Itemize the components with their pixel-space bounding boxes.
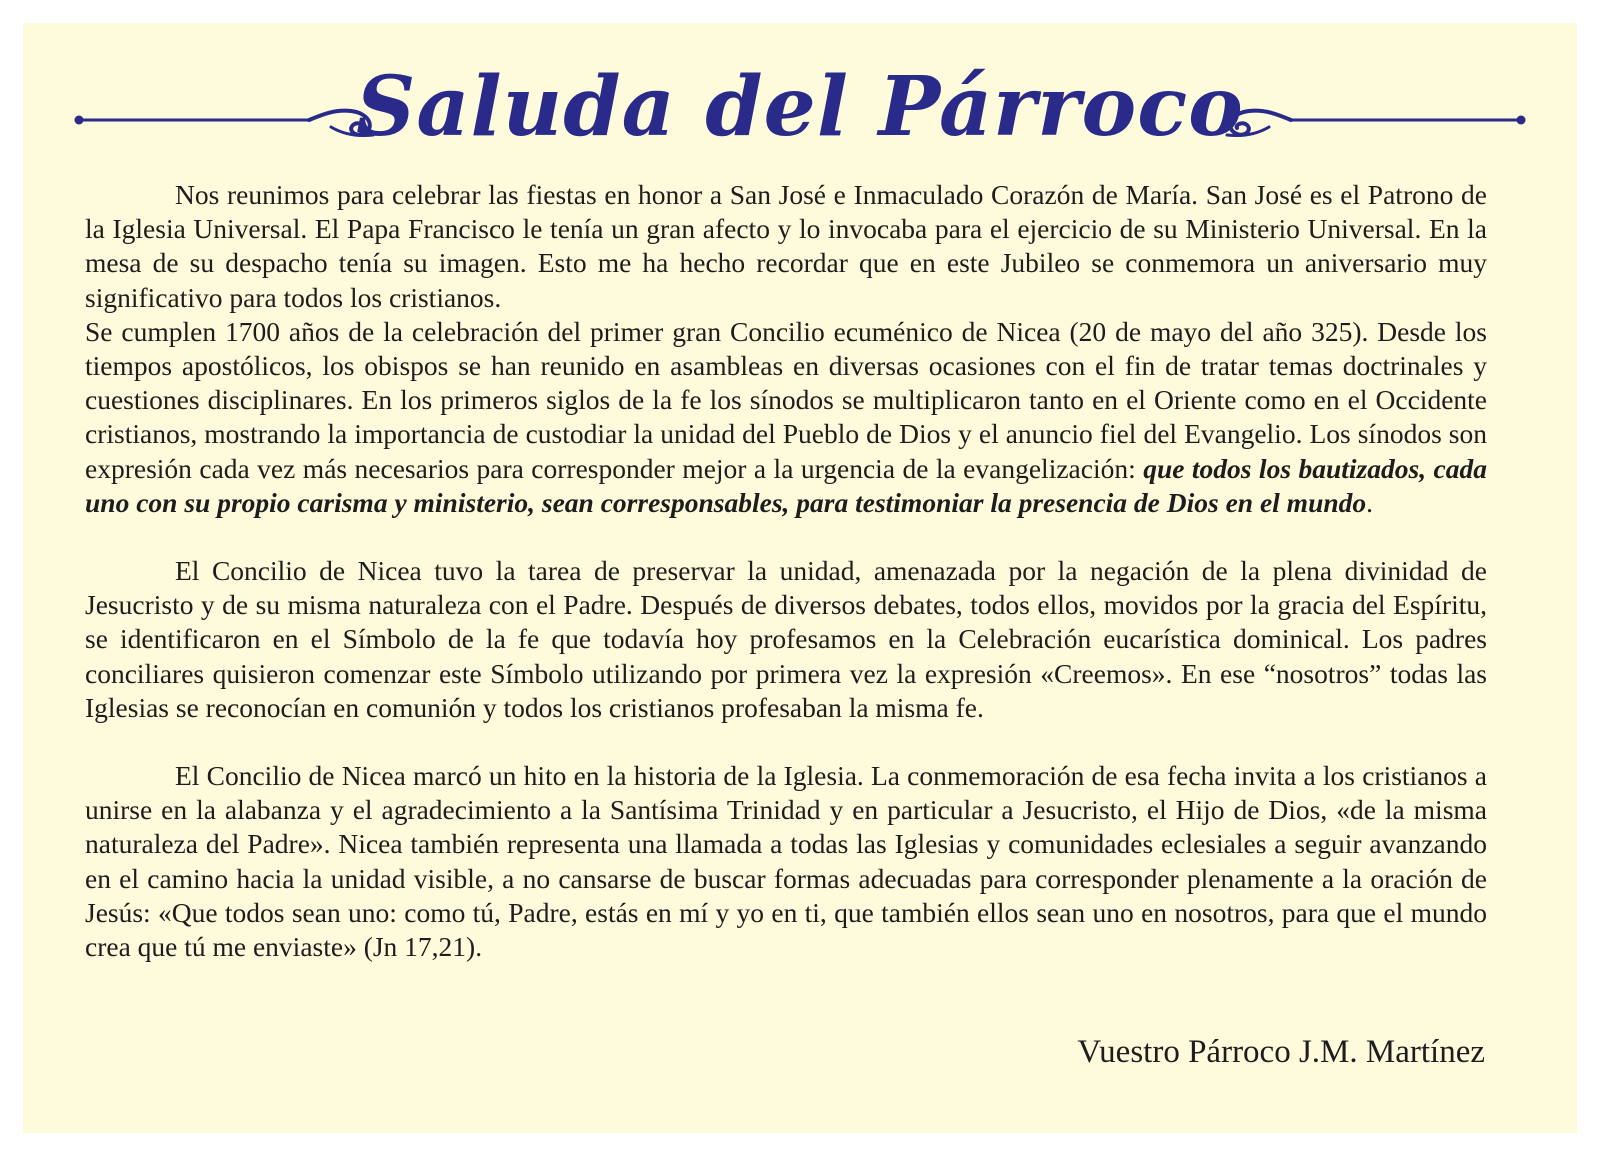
paragraph-gap [85, 725, 1487, 759]
paragraph-2-end: . [1366, 486, 1374, 518]
letter-card [23, 23, 1577, 1133]
paragraph-2 [85, 315, 1487, 520]
paragraph-1: Nos reunimos para celebrar las fiestas en honor a San José e Inmaculado Corazón de María. San José es el Patrono de la Iglesia Universal. El Papa Francisco le tenía un gran afecto y lo invocaba para el ejercicio de su Ministerio Universal. En la mesa de su despacho tenía su imagen. Esto me ha hecho recordar que en este Jubileo se conmemora un aniversario muy significativo para todos los cristianos. [85, 179, 1487, 313]
paragraph-3: El Concilio de Nicea tuvo la tarea de preservar la unidad, amenazada por la negación de la plena divinidad de Jesucristo y de su misma naturaleza con el Padre. Después de diversos debates, todos ellos, movidos por la gracia del Espíritu, se identificaron en el Símbolo de la fe que todavía hoy profesamos en la Celebración eucarística dominical. Los padres conciliares quisieron comenzar este Símbolo utilizando por primera vez la expresión «Creemos». En ese “nosotros” todas las Iglesias se reconocían en comunión y todos los cristianos profesaban la misma fe. [85, 555, 1487, 723]
paragraph-2-text: Se cumplen 1700 años de la celebración del primer gran Concilio ecuménico de Nicea (20 de mayo del año 325). Desde los tiempos apostólicos, los obispos se han reunido en asambleas en diversas ocasiones con el fin de tratar temas doctrinales y cuestiones disciplinares. En los primeros siglos de la fe los sínodos se multiplicaron tanto en el Oriente como en el Occidente cristianos, mostrando la importancia de custodiar la unidad del Pueblo de Dios y el anuncio fiel del Evangelio. Los sínodos son expresión cada vez más necesarios para corresponder mejor a la urgencia de la evangelización: [85, 315, 1487, 484]
page-title: Saluda del Párroco [356, 59, 1244, 155]
paragraph-2-emphasis: que todos los bautizados, cada uno con su propio carisma y ministerio, sean corresponsables, para testimoniar la presencia de Dios en el mundo [85, 452, 1487, 518]
signature: Vuestro Párroco J.M. Martínez [1077, 1034, 1485, 1070]
letter-body [85, 178, 1487, 964]
right-flourish-icon [1207, 95, 1527, 145]
header [23, 23, 1577, 183]
paragraph-gap [85, 520, 1487, 554]
paragraph-4: El Concilio de Nicea marcó un hito en la historia de la Iglesia. La conmemoración de esa fecha invita a los cristianos a unirse en la alabanza y el agradecimiento a la Santísima Trinidad y en particular a Jesucristo, el Hijo de Dios, «de la misma naturaleza del Padre». Nicea también representa una llamada a todas las Iglesias y comunidades eclesiales a seguir avanzando en el camino hacia la unidad visible, a no cansarse de buscar formas adecuadas para corresponder plenamente a la oración de Jesús: «Que todos sean uno: como tú, Padre, estás en mí y yo en ti, que también ellos sean uno en nosotros, para que el mundo crea que tú me enviaste» (Jn 17,21). [85, 760, 1487, 963]
